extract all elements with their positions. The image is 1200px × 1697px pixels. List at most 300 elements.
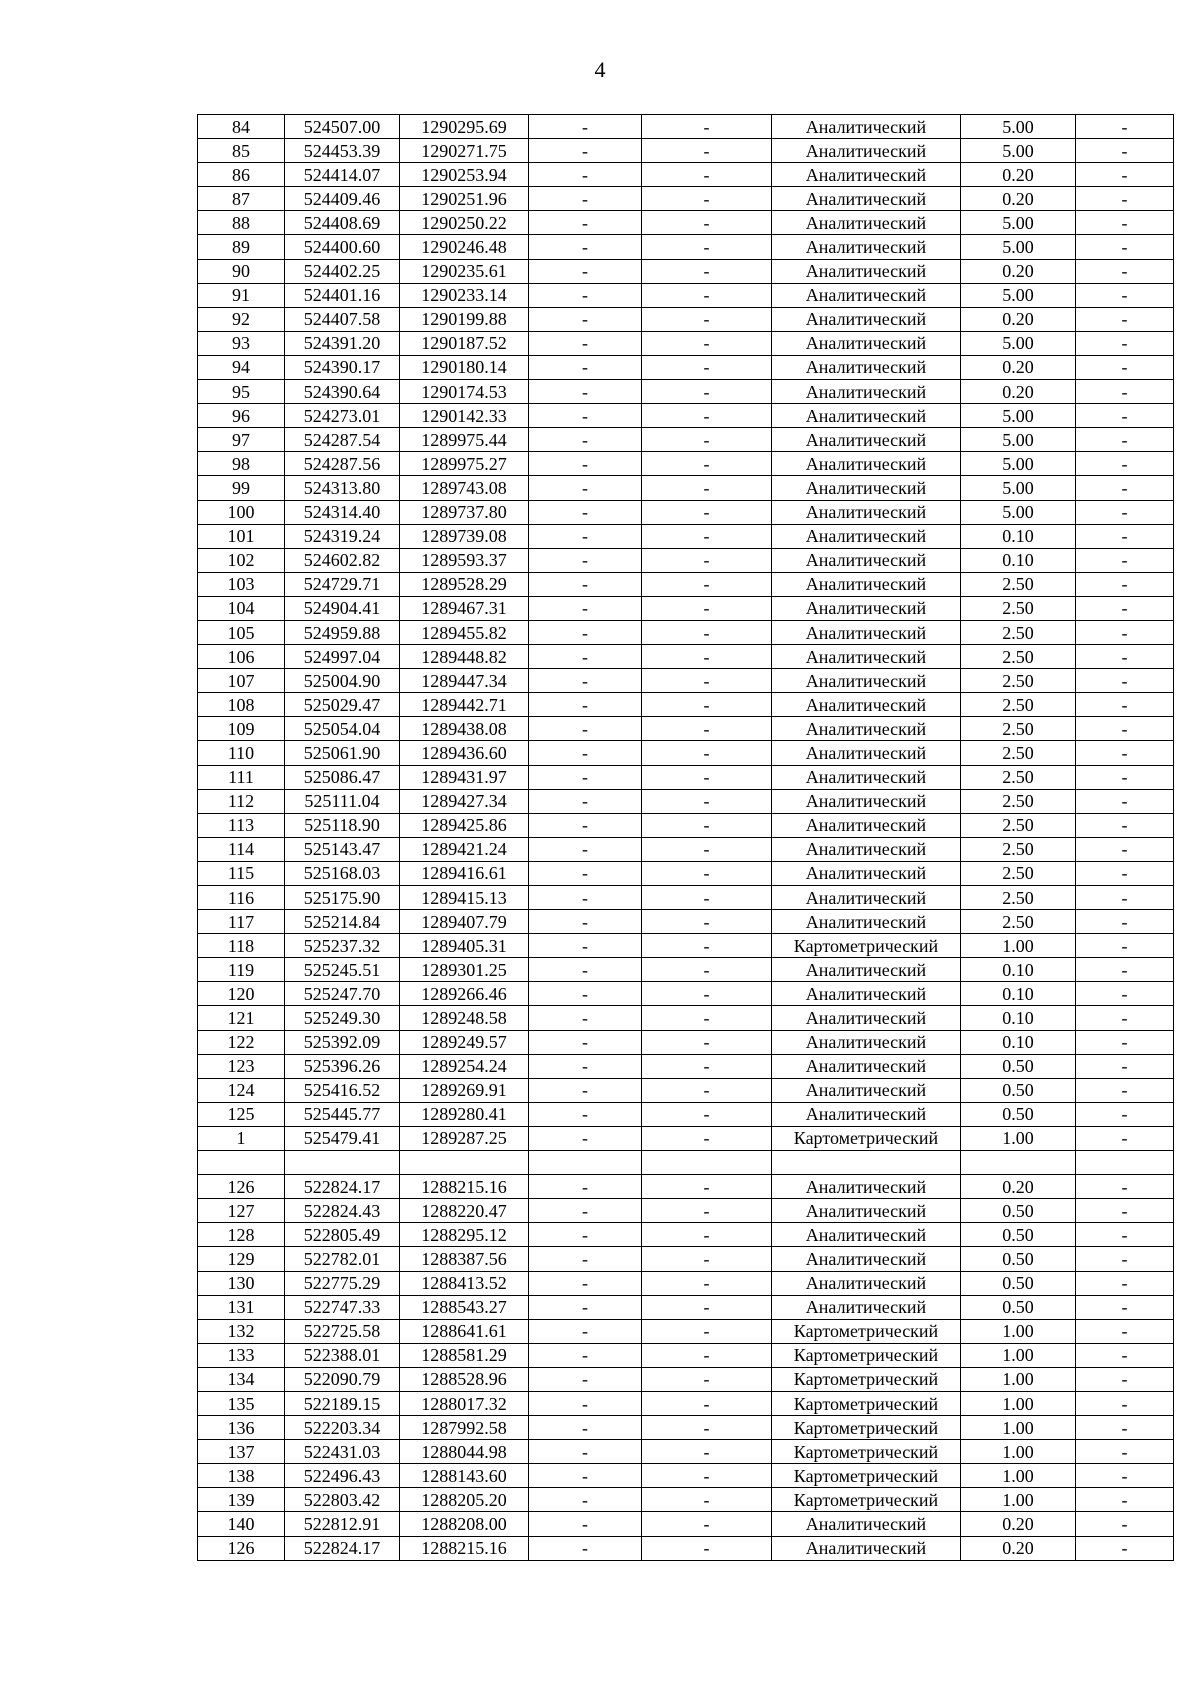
col-4-cell: - (529, 476, 642, 500)
col-8-cell: - (1076, 380, 1174, 404)
table-row (198, 765, 1174, 789)
method-cell: Аналитический (772, 1512, 961, 1536)
x-coordinate-cell: 525086.47 (285, 765, 400, 789)
method-cell: Аналитический (772, 476, 961, 500)
method-cell: Аналитический (772, 283, 961, 307)
table-row (198, 1126, 1174, 1150)
x-coordinate-cell: 525445.77 (285, 1102, 400, 1126)
col-4-cell: - (529, 1440, 642, 1464)
method-cell: Аналитический (772, 307, 961, 331)
col-8-cell: - (1076, 1464, 1174, 1488)
y-coordinate-cell: 1290251.96 (400, 187, 529, 211)
method-cell: Картометрический (772, 1464, 961, 1488)
accuracy-cell: 1.00 (961, 1416, 1076, 1440)
point-number-cell: 120 (198, 982, 285, 1006)
accuracy-cell: 0.10 (961, 548, 1076, 572)
col-5-cell: - (642, 1126, 772, 1150)
col-8-cell: - (1076, 1126, 1174, 1150)
col-4-cell: - (529, 886, 642, 910)
point-number-cell: 106 (198, 645, 285, 669)
col-5-cell: - (642, 1319, 772, 1343)
y-coordinate-cell: 1289254.24 (400, 1054, 529, 1078)
x-coordinate-cell: 525111.04 (285, 789, 400, 813)
col-4-cell: - (529, 548, 642, 572)
point-number-cell: 118 (198, 934, 285, 958)
accuracy-cell: 2.50 (961, 669, 1076, 693)
y-coordinate-cell: 1289438.08 (400, 717, 529, 741)
col-8-cell: - (1076, 741, 1174, 765)
accuracy-cell: 1.00 (961, 1391, 1076, 1415)
point-number-cell: 116 (198, 886, 285, 910)
table-row (198, 307, 1174, 331)
table-body (198, 115, 1174, 1561)
x-coordinate-cell: 525061.90 (285, 741, 400, 765)
y-coordinate-cell: 1288641.61 (400, 1319, 529, 1343)
method-cell: Картометрический (772, 1367, 961, 1391)
col-5-cell: - (642, 1271, 772, 1295)
accuracy-cell: 1.00 (961, 1440, 1076, 1464)
accuracy-cell: 0.20 (961, 307, 1076, 331)
x-coordinate-cell: 522775.29 (285, 1271, 400, 1295)
col-5-cell: - (642, 645, 772, 669)
col-5-cell: - (642, 139, 772, 163)
y-coordinate-cell: 1288413.52 (400, 1271, 529, 1295)
method-cell: Аналитический (772, 620, 961, 644)
col-4-cell: - (529, 163, 642, 187)
x-coordinate-cell: 522496.43 (285, 1464, 400, 1488)
y-coordinate-cell: 1288543.27 (400, 1295, 529, 1319)
method-cell: Аналитический (772, 1199, 961, 1223)
accuracy-cell: 5.00 (961, 404, 1076, 428)
col-8-cell: - (1076, 837, 1174, 861)
col-5-cell: - (642, 813, 772, 837)
accuracy-cell: 0.20 (961, 355, 1076, 379)
col-4-cell: - (529, 115, 642, 139)
x-coordinate-cell: 522388.01 (285, 1343, 400, 1367)
accuracy-cell: 5.00 (961, 115, 1076, 139)
table-row (198, 163, 1174, 187)
accuracy-cell: 5.00 (961, 500, 1076, 524)
accuracy-cell: 2.50 (961, 596, 1076, 620)
method-cell: Аналитический (772, 645, 961, 669)
method-cell: Аналитический (772, 452, 961, 476)
col-8-cell: - (1076, 1247, 1174, 1271)
x-coordinate-cell: 524997.04 (285, 645, 400, 669)
col-5-cell: - (642, 1512, 772, 1536)
col-4-cell: - (529, 1488, 642, 1512)
method-cell: Аналитический (772, 1223, 961, 1247)
accuracy-cell: 0.20 (961, 259, 1076, 283)
y-coordinate-cell: 1289743.08 (400, 476, 529, 500)
x-coordinate-cell: 524409.46 (285, 187, 400, 211)
accuracy-cell: 5.00 (961, 283, 1076, 307)
accuracy-cell: 0.10 (961, 524, 1076, 548)
table-row (198, 404, 1174, 428)
col-8-cell: - (1076, 1078, 1174, 1102)
method-cell: Аналитический (772, 886, 961, 910)
col-5-cell: - (642, 1223, 772, 1247)
col-8-cell: - (1076, 789, 1174, 813)
y-coordinate-cell: 1289975.44 (400, 428, 529, 452)
y-coordinate-cell: 1288208.00 (400, 1512, 529, 1536)
table-row (198, 1102, 1174, 1126)
col-5-cell: - (642, 693, 772, 717)
col-5-cell: - (642, 1391, 772, 1415)
x-coordinate-cell: 524507.00 (285, 115, 400, 139)
point-number-cell: 101 (198, 524, 285, 548)
y-coordinate-cell: 1290174.53 (400, 380, 529, 404)
point-number-cell: 121 (198, 1006, 285, 1030)
x-coordinate-cell: 524401.16 (285, 283, 400, 307)
col-8-cell: - (1076, 404, 1174, 428)
col-4-cell: - (529, 1416, 642, 1440)
table-row (198, 355, 1174, 379)
x-coordinate-cell: 522812.91 (285, 1512, 400, 1536)
table-row (198, 476, 1174, 500)
col-4-cell: - (529, 452, 642, 476)
point-number-cell: 107 (198, 669, 285, 693)
method-cell: Аналитический (772, 765, 961, 789)
table-row (198, 1006, 1174, 1030)
method-cell: Аналитический (772, 861, 961, 885)
method-cell: Аналитический (772, 187, 961, 211)
table-row (198, 452, 1174, 476)
accuracy-cell: 0.10 (961, 982, 1076, 1006)
table-row (198, 1464, 1174, 1488)
table-row (198, 596, 1174, 620)
col-4-cell: - (529, 1199, 642, 1223)
table-row (198, 886, 1174, 910)
col-4-cell: - (529, 669, 642, 693)
y-coordinate-cell: 1289425.86 (400, 813, 529, 837)
point-number-cell: 129 (198, 1247, 285, 1271)
point-number-cell: 119 (198, 958, 285, 982)
accuracy-cell: 5.00 (961, 139, 1076, 163)
point-number-cell: 92 (198, 307, 285, 331)
col-4-cell: - (529, 1367, 642, 1391)
col-5-cell: - (642, 1536, 772, 1560)
method-cell: Картометрический (772, 1319, 961, 1343)
table-row (198, 187, 1174, 211)
method-cell: Аналитический (772, 211, 961, 235)
table-row (198, 211, 1174, 235)
col-5-cell: - (642, 886, 772, 910)
table-row (198, 717, 1174, 741)
table-row (198, 115, 1174, 139)
method-cell: Аналитический (772, 235, 961, 259)
table-row (198, 1416, 1174, 1440)
col-4-cell: - (529, 982, 642, 1006)
table-row (198, 741, 1174, 765)
x-coordinate-cell: 522803.42 (285, 1488, 400, 1512)
method-cell: Аналитический (772, 404, 961, 428)
col-8-cell: - (1076, 1440, 1174, 1464)
col-4-cell: - (529, 428, 642, 452)
accuracy-cell: 5.00 (961, 476, 1076, 500)
method-cell: Картометрический (772, 1488, 961, 1512)
method-cell: Аналитический (772, 524, 961, 548)
col-5-cell: - (642, 741, 772, 765)
col-5-cell: - (642, 548, 772, 572)
point-number-cell: 138 (198, 1464, 285, 1488)
point-number-cell: 105 (198, 620, 285, 644)
x-coordinate-cell: 525396.26 (285, 1054, 400, 1078)
col-5-cell: - (642, 1488, 772, 1512)
point-number-cell: 108 (198, 693, 285, 717)
table-row (198, 1151, 1174, 1175)
y-coordinate-cell: 1289280.41 (400, 1102, 529, 1126)
accuracy-cell: 2.50 (961, 717, 1076, 741)
method-cell: Аналитический (772, 789, 961, 813)
col-5-cell: - (642, 187, 772, 211)
y-coordinate-cell: 1289455.82 (400, 620, 529, 644)
col-4-cell: - (529, 717, 642, 741)
x-coordinate-cell: 524273.01 (285, 404, 400, 428)
col-8-cell: - (1076, 645, 1174, 669)
col-8-cell: - (1076, 115, 1174, 139)
y-coordinate-cell: 1290199.88 (400, 307, 529, 331)
col-8-cell: - (1076, 1391, 1174, 1415)
col-5-cell: - (642, 910, 772, 934)
x-coordinate-cell: 524313.80 (285, 476, 400, 500)
col-8-cell: - (1076, 1536, 1174, 1560)
col-4-cell: - (529, 741, 642, 765)
col-8-cell: - (1076, 1271, 1174, 1295)
table-row (198, 235, 1174, 259)
table-row (198, 693, 1174, 717)
x-coordinate-cell: 522824.43 (285, 1199, 400, 1223)
accuracy-cell: 5.00 (961, 235, 1076, 259)
col-4-cell: - (529, 1030, 642, 1054)
col-8-cell: - (1076, 1319, 1174, 1343)
col-4-cell: - (529, 837, 642, 861)
x-coordinate-cell: 525054.04 (285, 717, 400, 741)
col-4-cell: - (529, 1175, 642, 1199)
y-coordinate-cell: 1288017.32 (400, 1391, 529, 1415)
col-5-cell: - (642, 331, 772, 355)
col-4-cell: - (529, 596, 642, 620)
col-4-cell: - (529, 620, 642, 644)
col-5-cell: - (642, 1030, 772, 1054)
col-5-cell: - (642, 1295, 772, 1319)
col-8-cell: - (1076, 886, 1174, 910)
y-coordinate-cell: 1290233.14 (400, 283, 529, 307)
x-coordinate-cell: 522203.34 (285, 1416, 400, 1440)
col-4-cell: - (529, 645, 642, 669)
col-4-cell: - (529, 861, 642, 885)
accuracy-cell: 2.50 (961, 620, 1076, 644)
col-8-cell: - (1076, 813, 1174, 837)
col-4-cell: - (529, 187, 642, 211)
y-coordinate-cell: 1290295.69 (400, 115, 529, 139)
col-5-cell: - (642, 982, 772, 1006)
col-8-cell: - (1076, 1416, 1174, 1440)
col-4-cell: - (529, 765, 642, 789)
table-row (198, 1295, 1174, 1319)
x-coordinate-cell: 525392.09 (285, 1030, 400, 1054)
col-4-cell: - (529, 1078, 642, 1102)
x-coordinate-cell: 525029.47 (285, 693, 400, 717)
x-coordinate-cell: 524959.88 (285, 620, 400, 644)
col-8-cell: - (1076, 1488, 1174, 1512)
col-4-cell: - (529, 404, 642, 428)
method-cell: Аналитический (772, 500, 961, 524)
col-8-cell: - (1076, 1295, 1174, 1319)
method-cell: Аналитический (772, 139, 961, 163)
method-cell: Аналитический (772, 1295, 961, 1319)
page-number: 4 (594, 57, 606, 82)
accuracy-cell: 0.10 (961, 1030, 1076, 1054)
point-number-cell: 131 (198, 1295, 285, 1319)
point-number-cell: 135 (198, 1391, 285, 1415)
col-5-cell: - (642, 1464, 772, 1488)
x-coordinate-cell: 522189.15 (285, 1391, 400, 1415)
point-number-cell (198, 1151, 285, 1175)
x-coordinate-cell: 524602.82 (285, 548, 400, 572)
y-coordinate-cell: 1288044.98 (400, 1440, 529, 1464)
col-5-cell: - (642, 1247, 772, 1271)
accuracy-cell: 2.50 (961, 813, 1076, 837)
y-coordinate-cell: 1287992.58 (400, 1416, 529, 1440)
col-5-cell: - (642, 476, 772, 500)
x-coordinate-cell: 525416.52 (285, 1078, 400, 1102)
point-number-cell: 130 (198, 1271, 285, 1295)
col-5-cell: - (642, 500, 772, 524)
col-4-cell: - (529, 1247, 642, 1271)
col-8-cell: - (1076, 572, 1174, 596)
method-cell: Аналитический (772, 548, 961, 572)
col-5-cell: - (642, 524, 772, 548)
method-cell: Аналитический (772, 115, 961, 139)
col-4-cell: - (529, 524, 642, 548)
method-cell: Аналитический (772, 717, 961, 741)
method-cell: Аналитический (772, 910, 961, 934)
point-number-cell: 137 (198, 1440, 285, 1464)
table-row (198, 1223, 1174, 1247)
accuracy-cell: 1.00 (961, 934, 1076, 958)
y-coordinate-cell: 1289593.37 (400, 548, 529, 572)
table-row (198, 283, 1174, 307)
col-5-cell: - (642, 765, 772, 789)
y-coordinate-cell: 1289436.60 (400, 741, 529, 765)
col-4-cell: - (529, 1512, 642, 1536)
point-number-cell: 87 (198, 187, 285, 211)
coordinates-table (197, 114, 1174, 1561)
col-8-cell: - (1076, 355, 1174, 379)
table-row (198, 1391, 1174, 1415)
accuracy-cell: 0.20 (961, 1512, 1076, 1536)
x-coordinate-cell: 525245.51 (285, 958, 400, 982)
point-number-cell: 85 (198, 139, 285, 163)
col-8-cell: - (1076, 235, 1174, 259)
col-4-cell: - (529, 1126, 642, 1150)
accuracy-cell: 2.50 (961, 765, 1076, 789)
x-coordinate-cell: 524414.07 (285, 163, 400, 187)
col-5-cell: - (642, 717, 772, 741)
accuracy-cell: 1.00 (961, 1319, 1076, 1343)
y-coordinate-cell: 1290253.94 (400, 163, 529, 187)
y-coordinate-cell: 1290180.14 (400, 355, 529, 379)
col-4-cell: - (529, 1319, 642, 1343)
method-cell: Аналитический (772, 1102, 961, 1126)
col-8-cell: - (1076, 283, 1174, 307)
x-coordinate-cell: 524407.58 (285, 307, 400, 331)
col-8-cell: - (1076, 307, 1174, 331)
col-4-cell: - (529, 211, 642, 235)
table-row (198, 789, 1174, 813)
point-number-cell: 103 (198, 572, 285, 596)
accuracy-cell: 0.20 (961, 1536, 1076, 1560)
x-coordinate-cell: 525237.32 (285, 934, 400, 958)
table-row (198, 1175, 1174, 1199)
x-coordinate-cell: 524314.40 (285, 500, 400, 524)
table-row (198, 982, 1174, 1006)
x-coordinate-cell: 524400.60 (285, 235, 400, 259)
y-coordinate-cell: 1289405.31 (400, 934, 529, 958)
x-coordinate-cell: 524904.41 (285, 596, 400, 620)
col-5-cell: - (642, 958, 772, 982)
y-coordinate-cell: 1289447.34 (400, 669, 529, 693)
y-coordinate-cell: 1289427.34 (400, 789, 529, 813)
col-8-cell: - (1076, 982, 1174, 1006)
y-coordinate-cell: 1288215.16 (400, 1536, 529, 1560)
y-coordinate-cell: 1289416.61 (400, 861, 529, 885)
accuracy-cell: 2.50 (961, 741, 1076, 765)
accuracy-cell: 0.50 (961, 1223, 1076, 1247)
point-number-cell: 109 (198, 717, 285, 741)
accuracy-cell (961, 1151, 1076, 1175)
accuracy-cell: 5.00 (961, 452, 1076, 476)
col-5-cell: - (642, 934, 772, 958)
col-8-cell: - (1076, 693, 1174, 717)
accuracy-cell: 0.50 (961, 1054, 1076, 1078)
col-5-cell: - (642, 1175, 772, 1199)
col-4-cell: - (529, 235, 642, 259)
point-number-cell: 125 (198, 1102, 285, 1126)
col-5-cell: - (642, 355, 772, 379)
point-number-cell: 91 (198, 283, 285, 307)
point-number-cell: 111 (198, 765, 285, 789)
point-number-cell: 104 (198, 596, 285, 620)
table-row (198, 669, 1174, 693)
method-cell: Аналитический (772, 259, 961, 283)
method-cell: Аналитический (772, 1247, 961, 1271)
col-8-cell: - (1076, 1030, 1174, 1054)
method-cell: Картометрический (772, 1126, 961, 1150)
accuracy-cell: 2.50 (961, 861, 1076, 885)
table-row (198, 259, 1174, 283)
col-4-cell: - (529, 1223, 642, 1247)
y-coordinate-cell: 1289266.46 (400, 982, 529, 1006)
col-5-cell: - (642, 404, 772, 428)
y-coordinate-cell: 1288220.47 (400, 1199, 529, 1223)
col-5-cell: - (642, 163, 772, 187)
table-row (198, 1271, 1174, 1295)
y-coordinate-cell: 1288205.20 (400, 1488, 529, 1512)
x-coordinate-cell: 525479.41 (285, 1126, 400, 1150)
point-number-cell: 99 (198, 476, 285, 500)
point-number-cell: 110 (198, 741, 285, 765)
col-8-cell: - (1076, 1006, 1174, 1030)
method-cell: Аналитический (772, 837, 961, 861)
col-5-cell: - (642, 1054, 772, 1078)
accuracy-cell: 0.20 (961, 163, 1076, 187)
method-cell: Аналитический (772, 1536, 961, 1560)
y-coordinate-cell: 1289407.79 (400, 910, 529, 934)
point-number-cell: 114 (198, 837, 285, 861)
col-4-cell: - (529, 813, 642, 837)
method-cell: Аналитический (772, 813, 961, 837)
